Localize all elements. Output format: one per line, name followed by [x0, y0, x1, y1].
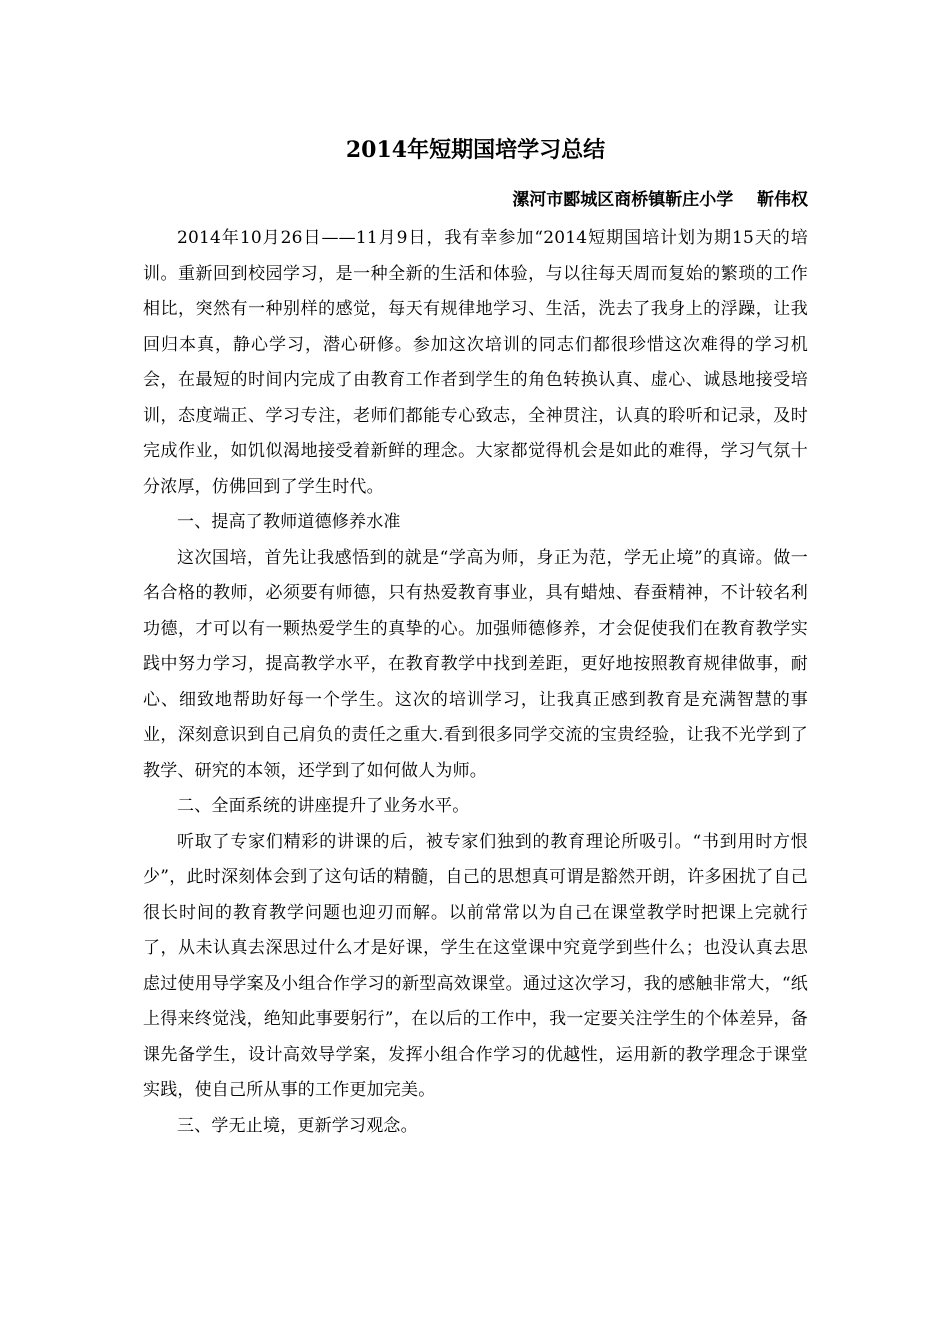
paragraph-section-2: 听取了专家们精彩的讲课的后，被专家们独到的教育理论所吸引。“书到用时方恨少”，此时深刻体会到了这句话的精髓，自己的思想真可谓是豁然开朗，许多困扰了自己很长时间的教育教学问题也迎刃而解。以前常常以为自己在课堂教学时把课上完就行了，从未认真去深思过什么才是好课，学生在这堂课中究竟学到些什么；也没认真去思虑过使用导学案及小组合作学习的新型高效课堂。通过这次学习，我的感触非常大，“纸上得来终觉浅，绝知此事要躬行”，在以后的工作中，我一定要关注学生的个体差异，备课先备学生，设计高效导学案，发挥小组合作学习的优越性，运用新的教学理念于课堂实践，使自己所从事的工作更加完美。 [143, 831, 808, 1100]
section-heading-1: 一、提高了教师道德修养水准 [177, 512, 401, 532]
paragraph-section-1: 这次国培，首先让我感悟到的就是“学高为师，身正为范，学无止境”的真谛。做一名合格的教师，必须要有师德，只有热爱教育事业，具有蜡烛、春蚕精神，不计较名利功德，才可以有一颗热爱学生的真挚的心。加强师德修养，才会促使我们在教育教学实践中努力学习，提高教学水平，在教育教学中找到差距，更好地按照教育规律做事，耐心、细致地帮助好每一个学生。这次的培训学习，让我真正感到教育是充满智慧的事业，深刻意识到自己肩负的责任之重大.看到很多同学交流的宝贵经验，让我不光学到了教学、研究的本领，还学到了如何做人为师。 [143, 547, 808, 781]
section-heading-2: 二、全面系统的讲座提升了业务水平。 [177, 796, 470, 816]
document-body [143, 221, 808, 1144]
document-title: 2014年短期国培学习总结 [345, 137, 606, 163]
section-heading-3: 三、学无止境，更新学习观念。 [177, 1115, 418, 1136]
paragraph-intro: 2014年10月26日——11月9日，我有幸参加“2014短期国培计划为期15天的培训。重新回到校园学习，是一种全新的生活和体验，与以往每天周而复始的繁琐的工作相比，突然有一种别样的感觉，每天有规律地学习、生活，洗去了我身上的浮躁，让我回归本真，静心学习，潜心研修。参加这次培训的同志们都很珍惜这次难得的学习机会，在最短的时间内完成了由教育工作者到学生的角色转换认真、虚心、诚恳地接受培训，态度端正、学习专注，老师们都能专心致志，全神贯注，认真的聆听和记录，及时完成作业，如饥似渴地接受着新鲜的理念。大家都觉得机会是如此的难得，学习气氛十分浓厚，仿佛回到了学生时代。 [143, 228, 808, 497]
author-line: 漯河市郾城区商桥镇靳庄小学 靳伟权 [512, 190, 808, 210]
